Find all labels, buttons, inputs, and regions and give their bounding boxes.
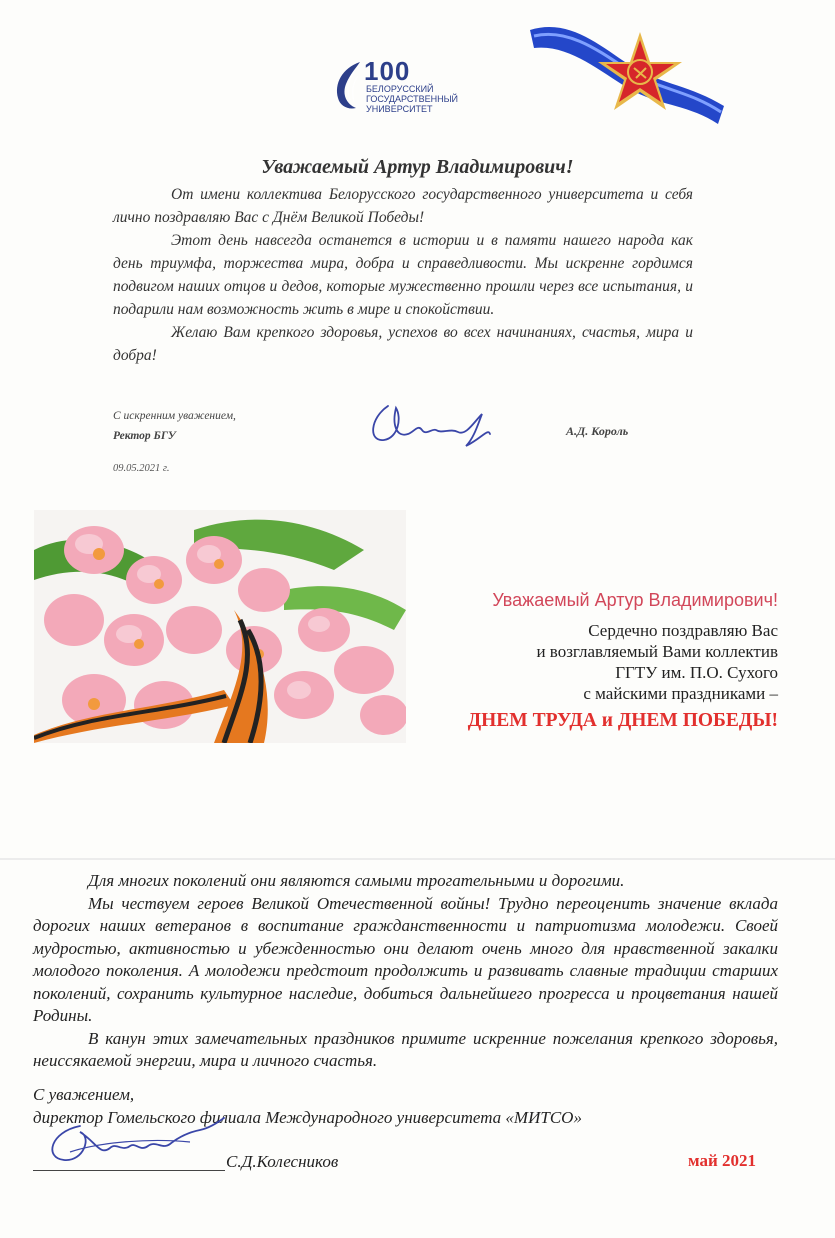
letter3-paragraph: В канун этих замечательных праздников примите искренние пожелания крепкого здоровья, неиссякаемой энергии, мира и личного счастья. bbox=[33, 1028, 778, 1070]
letter2-line: ГГТУ им. П.О. Сухого bbox=[615, 663, 778, 682]
bsu-logo-number: 100 bbox=[364, 56, 411, 86]
letter1-date: 09.05.2021 г. bbox=[113, 463, 170, 474]
page-divider bbox=[0, 858, 835, 860]
letter1-greeting: Уважаемый Артур Владимирович! bbox=[261, 156, 574, 178]
bsu-logo-text: БЕЛОРУССКИЙ ГОСУДАРСТВЕННЫЙ УНИВЕРСИТЕТ bbox=[366, 84, 459, 114]
letter3-body bbox=[33, 870, 778, 1073]
letter1-paragraph: Желаю Вам крепкого здоровья, успехов во всех начинаниях, счастья, мира и добра! bbox=[113, 324, 693, 364]
victory-order-emblem-icon bbox=[528, 14, 728, 134]
letter3-position: директор Гомельского филиала Международного университета «МИТСО» bbox=[33, 1108, 582, 1127]
letter3-paragraph: Мы чествуем героев Великой Отечественной войны! Трудно переоценить значение вклада дорогих наших ветеранов в воспитание гражданственности и патриотизма молодежи. Своей мудростью, активностью и убежденностью они делают очень много для нравственной закалки молодого поколения. А молодежи предстоит продолжить и развивать славные традиции старших поколений, сохранить культурное наследие, добиться дальнейшего прогресса и процветания нашей Родины. bbox=[33, 893, 778, 1025]
letter3-signer: С.Д.Колесников bbox=[226, 1152, 339, 1171]
letter3-date: май 2021 bbox=[687, 1151, 756, 1170]
letter1-closing: С искренним уважением, bbox=[113, 410, 236, 422]
letter2-headline: ДНЕМ ТРУДА и ДНЕМ ПОБЕДЫ! bbox=[467, 710, 778, 731]
letter2-line: с майскими праздниками – bbox=[583, 684, 778, 703]
letter2-line: и возглавляемый Вами коллектив bbox=[536, 642, 778, 661]
letter1-body bbox=[113, 183, 693, 367]
letter2-line: Сердечно поздравляю Вас bbox=[588, 621, 778, 640]
letter1-position: Ректор БГУ bbox=[113, 430, 176, 442]
letter1-paragraph: Этот день навсегда останется в истории и в памяти нашего народа как день триумфа, торжества мира, добра и справедливости. Мы искренне гордимся подвигом наших отцов и дедов, которые мужественно прошли через все испытания, и подарили нам возможность жить в мире и спокойствии. bbox=[113, 232, 693, 318]
signature-line bbox=[33, 1170, 225, 1171]
bsu-logo-icon bbox=[330, 58, 366, 112]
tulips-ribbon-image bbox=[34, 510, 406, 743]
letter2-lines bbox=[400, 620, 778, 704]
letter1-signer: А.Д. Король bbox=[566, 424, 629, 438]
letter2-greeting: Уважаемый Артур Владимирович! bbox=[492, 590, 778, 610]
letter3-closing: С уважением, bbox=[33, 1085, 135, 1104]
letter1-signature-block bbox=[113, 406, 236, 446]
letter1-paragraph: От имени коллектива Белорусского государственного университета и себя лично поздравляю Вас с Днём Великой Победы! bbox=[113, 186, 693, 226]
director-signature-icon bbox=[40, 1112, 230, 1172]
rector-signature-icon bbox=[362, 394, 502, 454]
letter3-paragraph: Для многих поколений они являются самыми трогательными и дорогими. bbox=[88, 871, 625, 890]
